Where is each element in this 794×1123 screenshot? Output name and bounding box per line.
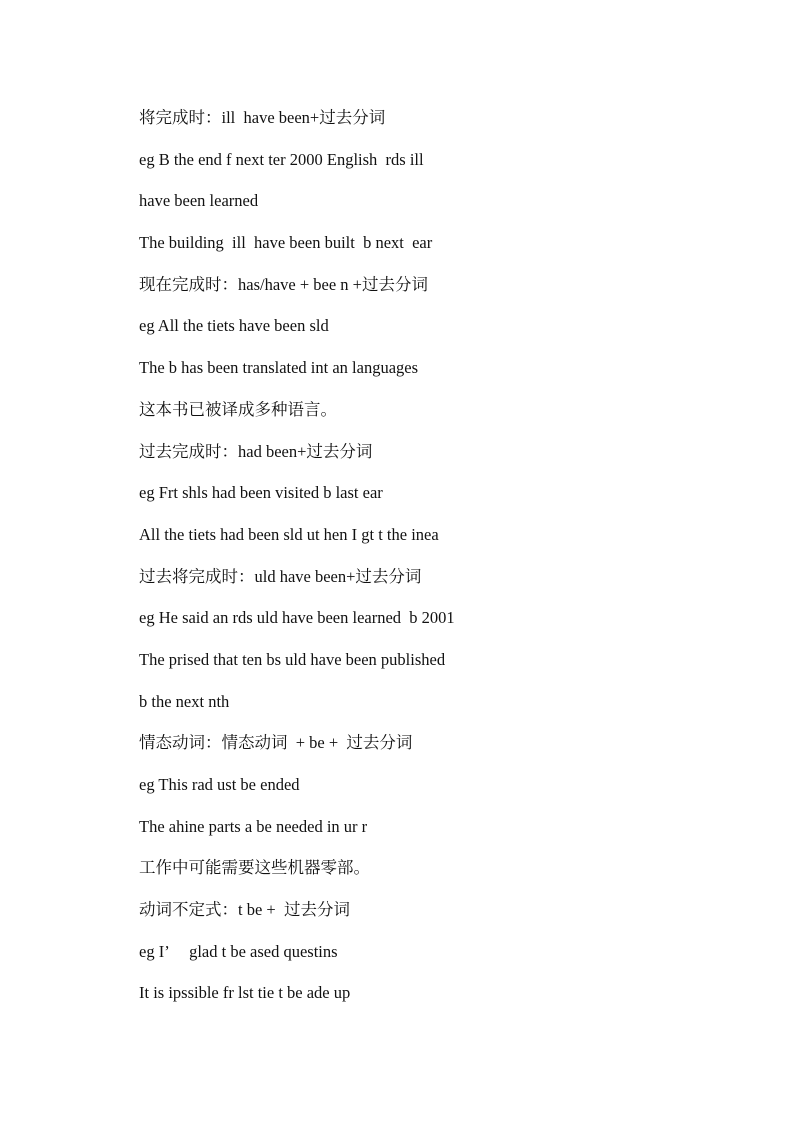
text-line: 将完成时：ill have been+过去分词 xyxy=(139,108,386,127)
text-line: The b has been translated int an languages xyxy=(139,358,419,378)
text-line: eg This rad ust be ended xyxy=(139,775,300,794)
text-line: have been learned xyxy=(139,191,259,211)
text-line: b the next nth xyxy=(139,691,230,711)
text-line: All the tiets had been sld ut hen I gt t the inea xyxy=(139,524,439,544)
text-line: 现在完成时：has/have + bee n +过去分词 xyxy=(139,274,428,294)
text-line: 过去将完成时：uld have been+过去分词 xyxy=(139,566,422,586)
text-line: eg He said an rds uld have been learned b 2001 xyxy=(139,608,455,628)
text-line: eg All the tiets have been sld xyxy=(139,316,329,336)
text-line: The prised that ten bs uld have been published xyxy=(139,649,446,669)
text-line: 动词不定式：t be + 过去分词 xyxy=(139,900,350,920)
text-line: 情态动词：情态动词 + be + 过去分词 xyxy=(139,733,413,753)
text-line: eg Frt shls had been visited b last ear xyxy=(139,483,383,503)
text-line: 工作中可能需要这些机器零部。 xyxy=(139,858,370,878)
text-line: The building ill have been built b next ear xyxy=(139,233,433,253)
text-line: The ahine parts a be needed in ur r xyxy=(139,816,368,836)
text-body xyxy=(139,104,759,1021)
text-line: It is ipssible fr lst tie t be ade up xyxy=(139,983,351,1003)
text-line: 这本书已被译成多种语言。 xyxy=(139,399,337,419)
text-line: eg B the end f next ter 2000 English rds ill xyxy=(139,149,424,169)
text-line: eg I’ glad t be ased questins xyxy=(139,941,338,961)
text-line: 过去完成时：had been+过去分词 xyxy=(139,441,373,461)
